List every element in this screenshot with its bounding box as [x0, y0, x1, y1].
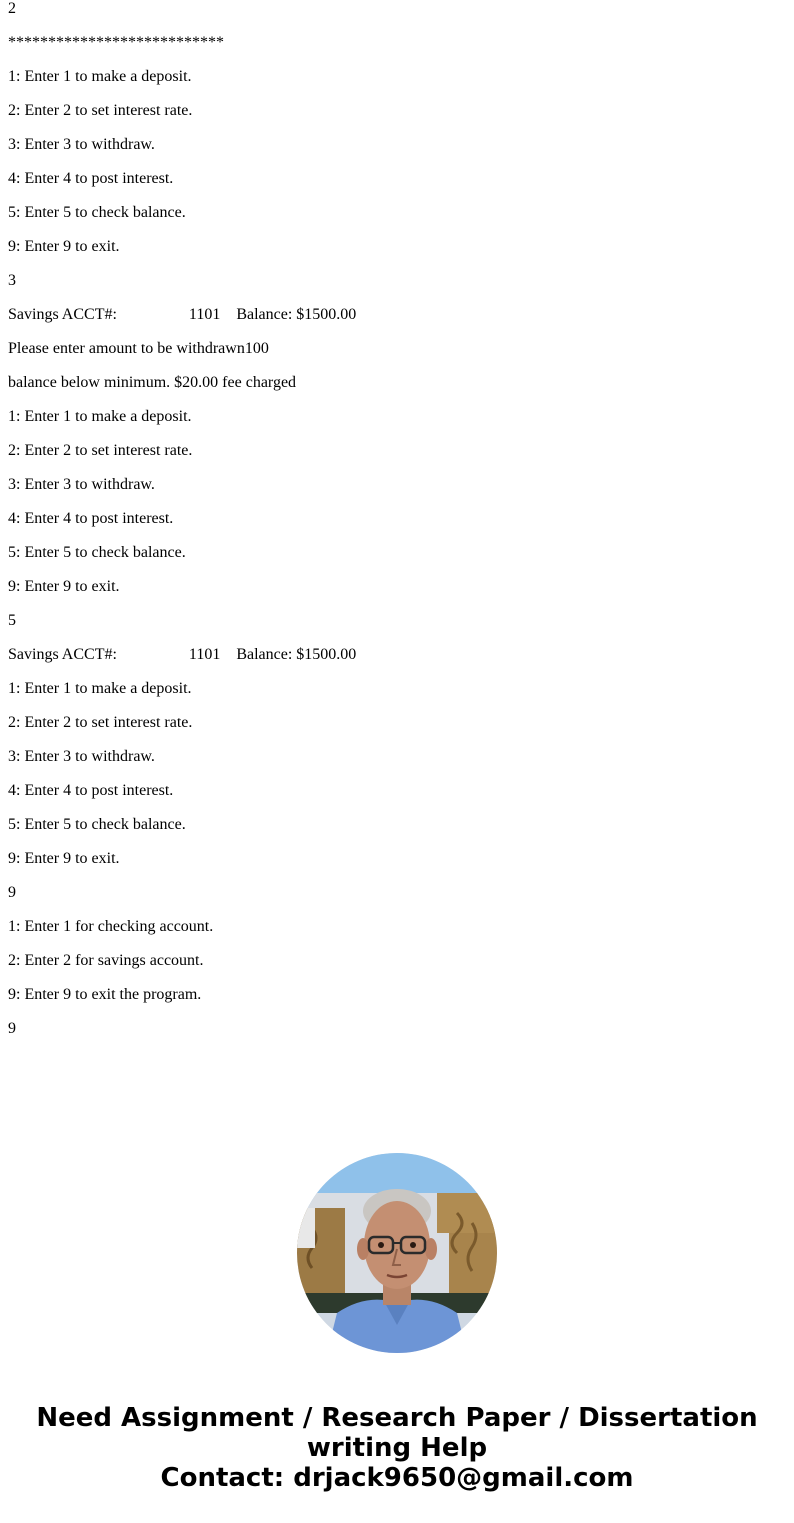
output-line: 2: Enter 2 to set interest rate. [8, 102, 193, 119]
output-line: 3: Enter 3 to withdraw. [8, 476, 155, 493]
output-line: 3: Enter 3 to withdraw. [8, 136, 155, 153]
output-line: 4: Enter 4 to post interest. [8, 510, 174, 527]
output-line: 9: Enter 9 to exit. [8, 578, 120, 595]
contact-email: Contact: drjack9650@gmail.com [160, 1463, 634, 1493]
output-line: 2: Enter 2 for savings account. [8, 952, 204, 969]
output-line: 1: Enter 1 to make a deposit. [8, 680, 192, 697]
person-portrait-icon [297, 1153, 497, 1353]
banner-line: writing Help [306, 1433, 488, 1463]
output-line: balance below minimum. $20.00 fee charged [8, 374, 297, 391]
output-line: 5: Enter 5 to check balance. [8, 204, 186, 221]
output-line: 9: Enter 9 to exit. [8, 238, 120, 255]
output-line: 4: Enter 4 to post interest. [8, 170, 174, 187]
output-line: Savings ACCT#: 1101 Balance: $1500.00 [8, 646, 357, 663]
output-line: *************************** [8, 34, 224, 51]
output-line: Savings ACCT#: 1101 Balance: $1500.00 [8, 306, 357, 323]
output-line: 2 [8, 0, 16, 17]
output-line: 1: Enter 1 for checking account. [8, 918, 214, 935]
console-output [8, 0, 356, 1054]
output-line: 9: Enter 9 to exit the program. [8, 986, 202, 1003]
output-line: 3 [8, 272, 16, 289]
output-line: 3: Enter 3 to withdraw. [8, 748, 155, 765]
output-line: 4: Enter 4 to post interest. [8, 782, 174, 799]
output-line: 2: Enter 2 to set interest rate. [8, 714, 193, 731]
output-line: 5: Enter 5 to check balance. [8, 816, 186, 833]
output-line: Please enter amount to be withdrawn100 [8, 340, 269, 357]
output-line: 1: Enter 1 to make a deposit. [8, 408, 192, 425]
output-line: 1: Enter 1 to make a deposit. [8, 68, 192, 85]
avatar [297, 1153, 497, 1353]
output-line: 5 [8, 612, 16, 629]
banner-line: Need Assignment / Research Paper / Dissertation [36, 1403, 758, 1433]
output-line: 9 [8, 1020, 16, 1037]
output-line: 9: Enter 9 to exit. [8, 850, 120, 867]
output-line: 2: Enter 2 to set interest rate. [8, 442, 193, 459]
contact-banner [0, 1403, 794, 1493]
output-line: 5: Enter 5 to check balance. [8, 544, 186, 561]
output-line: 9 [8, 884, 16, 901]
